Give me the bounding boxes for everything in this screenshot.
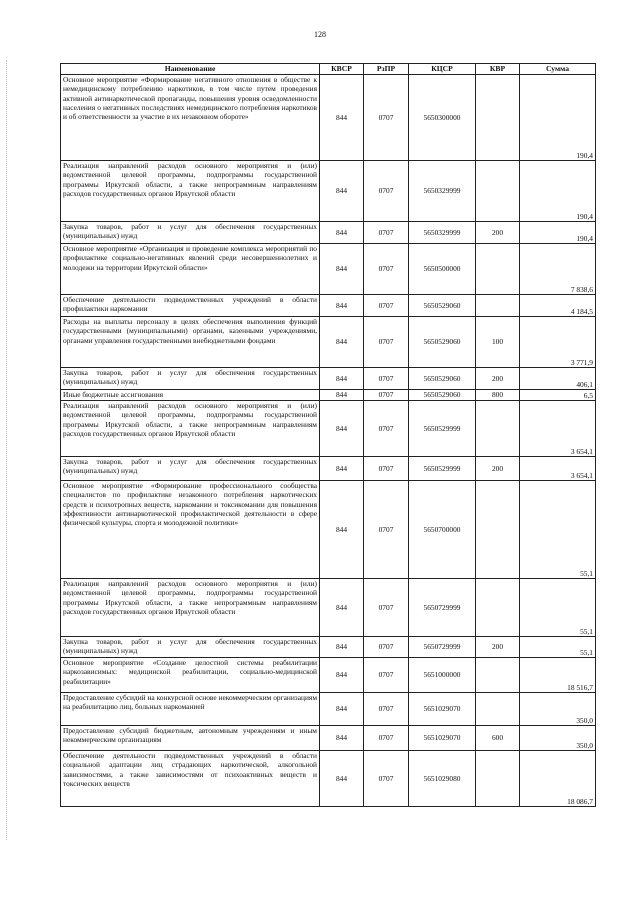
row-sum-cell: 18 086,7 — [520, 751, 596, 807]
row-kvr-cell: 600 — [476, 726, 520, 751]
row-sum-cell: 190,4 — [520, 75, 596, 161]
budget-table — [60, 63, 596, 807]
row-rzpr-cell: 0707 — [364, 161, 409, 222]
row-kcsr-cell: 5650500000 — [409, 244, 476, 295]
row-kvr-cell — [476, 75, 520, 161]
row-rzpr-cell: 0707 — [364, 401, 409, 457]
row-name-cell: Реализация направлений расходов основного мероприятия и (или) ведомственной целевой программы, подпрограммы государственной программы Иркутской области, а также непрограммным направлениям расходов государственных органов Иркутской области — [61, 161, 320, 222]
row-kvsr-cell: 844 — [320, 244, 364, 295]
row-kcsr-cell: 5650529999 — [409, 457, 476, 481]
row-sum-cell: 190,4 — [520, 222, 596, 244]
row-name-cell: Предоставление субсидий на конкурсной основе некоммерческим организациям на реабилитацию лиц, больных наркоманией — [61, 693, 320, 726]
row-kcsr-cell: 5650529999 — [409, 401, 476, 457]
row-name-cell: Предоставление субсидий бюджетным, автономным учреждениям и иным некоммерческим организациям — [61, 726, 320, 751]
table-row — [61, 401, 596, 457]
row-sum-cell: 7 838,6 — [520, 244, 596, 295]
row-sum-cell: 3 771,9 — [520, 317, 596, 368]
page-number: 128 — [314, 30, 326, 39]
scan-edge-marks — [6, 60, 9, 840]
row-kvsr-cell: 844 — [320, 161, 364, 222]
row-kcsr-cell: 5650729999 — [409, 637, 476, 658]
row-kvsr-cell: 844 — [320, 317, 364, 368]
row-kvsr-cell: 844 — [320, 637, 364, 658]
table-row — [61, 75, 596, 161]
col-header-sum: Сумма — [520, 64, 596, 75]
row-kcsr-cell: 5650529060 — [409, 295, 476, 317]
row-rzpr-cell: 0707 — [364, 457, 409, 481]
row-kvsr-cell: 844 — [320, 222, 364, 244]
row-sum-cell: 350,0 — [520, 693, 596, 726]
row-kvsr-cell: 844 — [320, 390, 364, 401]
row-kvsr-cell: 844 — [320, 401, 364, 457]
row-rzpr-cell: 0707 — [364, 579, 409, 637]
row-kvr-cell — [476, 751, 520, 807]
row-rzpr-cell: 0707 — [364, 693, 409, 726]
row-name-cell: Закупка товаров, работ и услуг для обеспечения государственных (муниципальных) нужд — [61, 368, 320, 390]
row-kcsr-cell: 5651029070 — [409, 726, 476, 751]
table-body — [61, 75, 596, 807]
row-name-cell: Реализация направлений расходов основного мероприятия и (или) ведомственной целевой программы, подпрограммы государственной программы Иркутской области, а также непрограммным направлениям расходов государственных органов Иркутской области — [61, 579, 320, 637]
row-kvr-cell — [476, 401, 520, 457]
row-kcsr-cell: 5650329999 — [409, 222, 476, 244]
row-name-cell: Расходы на выплаты персоналу в целях обеспечения выполнения функций государственными (муниципальными) органами, казенными учреждениями, органами управления государственными внебюджетными фондами — [61, 317, 320, 368]
row-kcsr-cell: 5650529060 — [409, 317, 476, 368]
row-rzpr-cell: 0707 — [364, 222, 409, 244]
row-kvr-cell: 100 — [476, 317, 520, 368]
row-kvsr-cell: 844 — [320, 368, 364, 390]
row-kvr-cell: 800 — [476, 390, 520, 401]
col-header-kvr: КВР — [476, 64, 520, 75]
row-sum-cell: 55,1 — [520, 637, 596, 658]
col-header-kvsr: КВСР — [320, 64, 364, 75]
table-row — [61, 637, 596, 658]
row-kvr-cell — [476, 295, 520, 317]
table-row — [61, 317, 596, 368]
row-kvr-cell: 200 — [476, 457, 520, 481]
table-row — [61, 726, 596, 751]
row-sum-cell: 55,1 — [520, 481, 596, 579]
row-sum-cell: 190,4 — [520, 161, 596, 222]
row-name-cell: Реализация направлений расходов основного мероприятия и (или) ведомственной целевой программы, подпрограммы государственной программы Иркутской области, а также непрограммным направлениям расходов государственных органов Иркутской области — [61, 401, 320, 457]
row-rzpr-cell: 0707 — [364, 75, 409, 161]
row-kvsr-cell: 844 — [320, 481, 364, 579]
row-rzpr-cell: 0707 — [364, 658, 409, 693]
row-kvsr-cell: 844 — [320, 295, 364, 317]
row-kvsr-cell: 844 — [320, 658, 364, 693]
row-rzpr-cell: 0707 — [364, 368, 409, 390]
col-header-name: Наименование — [61, 64, 320, 75]
row-kvsr-cell: 844 — [320, 751, 364, 807]
table-row — [61, 390, 596, 401]
row-rzpr-cell: 0707 — [364, 637, 409, 658]
row-kvsr-cell: 844 — [320, 726, 364, 751]
row-kcsr-cell: 5651000000 — [409, 658, 476, 693]
row-name-cell: Основное мероприятие «Организация и проведение комплекса мероприятий по профилактике социально-негативных явлений среди несовершеннолетних и молодежи на территории Иркутской области» — [61, 244, 320, 295]
row-kvr-cell — [476, 658, 520, 693]
row-rzpr-cell: 0707 — [364, 295, 409, 317]
row-name-cell: Закупка товаров, работ и услуг для обеспечения государственных (муниципальных) нужд — [61, 637, 320, 658]
row-name-cell: Иные бюджетные ассигнования — [61, 390, 320, 401]
table-row — [61, 368, 596, 390]
col-header-rzpr: РзПР — [364, 64, 409, 75]
table-row — [61, 751, 596, 807]
row-name-cell: Основное мероприятие «Создание целостной системы реабилитации наркозависимых: медицинской реабилитации, социально-медицинской реабилитации» — [61, 658, 320, 693]
row-kcsr-cell: 5651029070 — [409, 693, 476, 726]
row-kvr-cell — [476, 161, 520, 222]
row-sum-cell: 18 516,7 — [520, 658, 596, 693]
row-kcsr-cell: 5651029080 — [409, 751, 476, 807]
row-name-cell: Обеспечение деятельности подведомственных учреждений в области профилактики наркомании — [61, 295, 320, 317]
row-kvr-cell: 200 — [476, 222, 520, 244]
row-sum-cell: 3 654,1 — [520, 401, 596, 457]
row-kcsr-cell: 5650529060 — [409, 368, 476, 390]
table-row — [61, 579, 596, 637]
row-sum-cell: 4 184,5 — [520, 295, 596, 317]
table-header-row — [61, 64, 596, 75]
col-header-kcsr: КЦСР — [409, 64, 476, 75]
table-row — [61, 161, 596, 222]
row-kvsr-cell: 844 — [320, 75, 364, 161]
row-rzpr-cell: 0707 — [364, 726, 409, 751]
table-row — [61, 457, 596, 481]
table-row — [61, 693, 596, 726]
row-kvsr-cell: 844 — [320, 457, 364, 481]
row-kcsr-cell: 5650529060 — [409, 390, 476, 401]
row-sum-cell: 406,1 — [520, 368, 596, 390]
row-kvr-cell: 200 — [476, 637, 520, 658]
table-row — [61, 481, 596, 579]
row-kvr-cell — [476, 693, 520, 726]
row-kvr-cell — [476, 481, 520, 579]
row-kcsr-cell: 5650729999 — [409, 579, 476, 637]
row-kvr-cell — [476, 244, 520, 295]
row-rzpr-cell: 0707 — [364, 317, 409, 368]
table-row — [61, 222, 596, 244]
table-row — [61, 295, 596, 317]
table-row — [61, 658, 596, 693]
row-rzpr-cell: 0707 — [364, 244, 409, 295]
row-sum-cell: 3 654,1 — [520, 457, 596, 481]
row-kcsr-cell: 5650300000 — [409, 75, 476, 161]
row-kcsr-cell: 5650329999 — [409, 161, 476, 222]
row-rzpr-cell: 0707 — [364, 390, 409, 401]
row-name-cell: Основное мероприятие «Формирование негативного отношения в обществе к немедицинскому потреблению наркотиков, в том числе путем проведения активной антинаркотической пропаганды, повышения уровня осведомленности населения о негативных последствиях немедицинского потребления наркотиков и об ответственности за участие в их незаконном обороте» — [61, 75, 320, 161]
row-kcsr-cell: 5650700000 — [409, 481, 476, 579]
table-row — [61, 244, 596, 295]
row-kvsr-cell: 844 — [320, 693, 364, 726]
row-rzpr-cell: 0707 — [364, 751, 409, 807]
row-sum-cell: 6,5 — [520, 390, 596, 401]
row-name-cell: Основное мероприятие «Формирование профессионального сообщества специалистов по профилактике незаконного потребления наркотических средств и психотропных веществ, наркомании и токсикомании для повышения эффективности антинаркотической профилактической деятельности в сфере физической культуры, спорта и молодежной политики» — [61, 481, 320, 579]
row-kvr-cell — [476, 579, 520, 637]
row-name-cell: Закупка товаров, работ и услуг для обеспечения государственных (муниципальных) нужд — [61, 222, 320, 244]
row-name-cell: Закупка товаров, работ и услуг для обеспечения государственных (муниципальных) нужд — [61, 457, 320, 481]
row-kvsr-cell: 844 — [320, 579, 364, 637]
row-rzpr-cell: 0707 — [364, 481, 409, 579]
row-name-cell: Обеспечение деятельности подведомственных учреждений в области социальной адаптации лиц страдающих наркотической, алкогольной зависимостями, а также зависимостями от психоактивных веществ и токсических веществ — [61, 751, 320, 807]
row-sum-cell: 350,0 — [520, 726, 596, 751]
row-sum-cell: 55,1 — [520, 579, 596, 637]
row-kvr-cell: 200 — [476, 368, 520, 390]
